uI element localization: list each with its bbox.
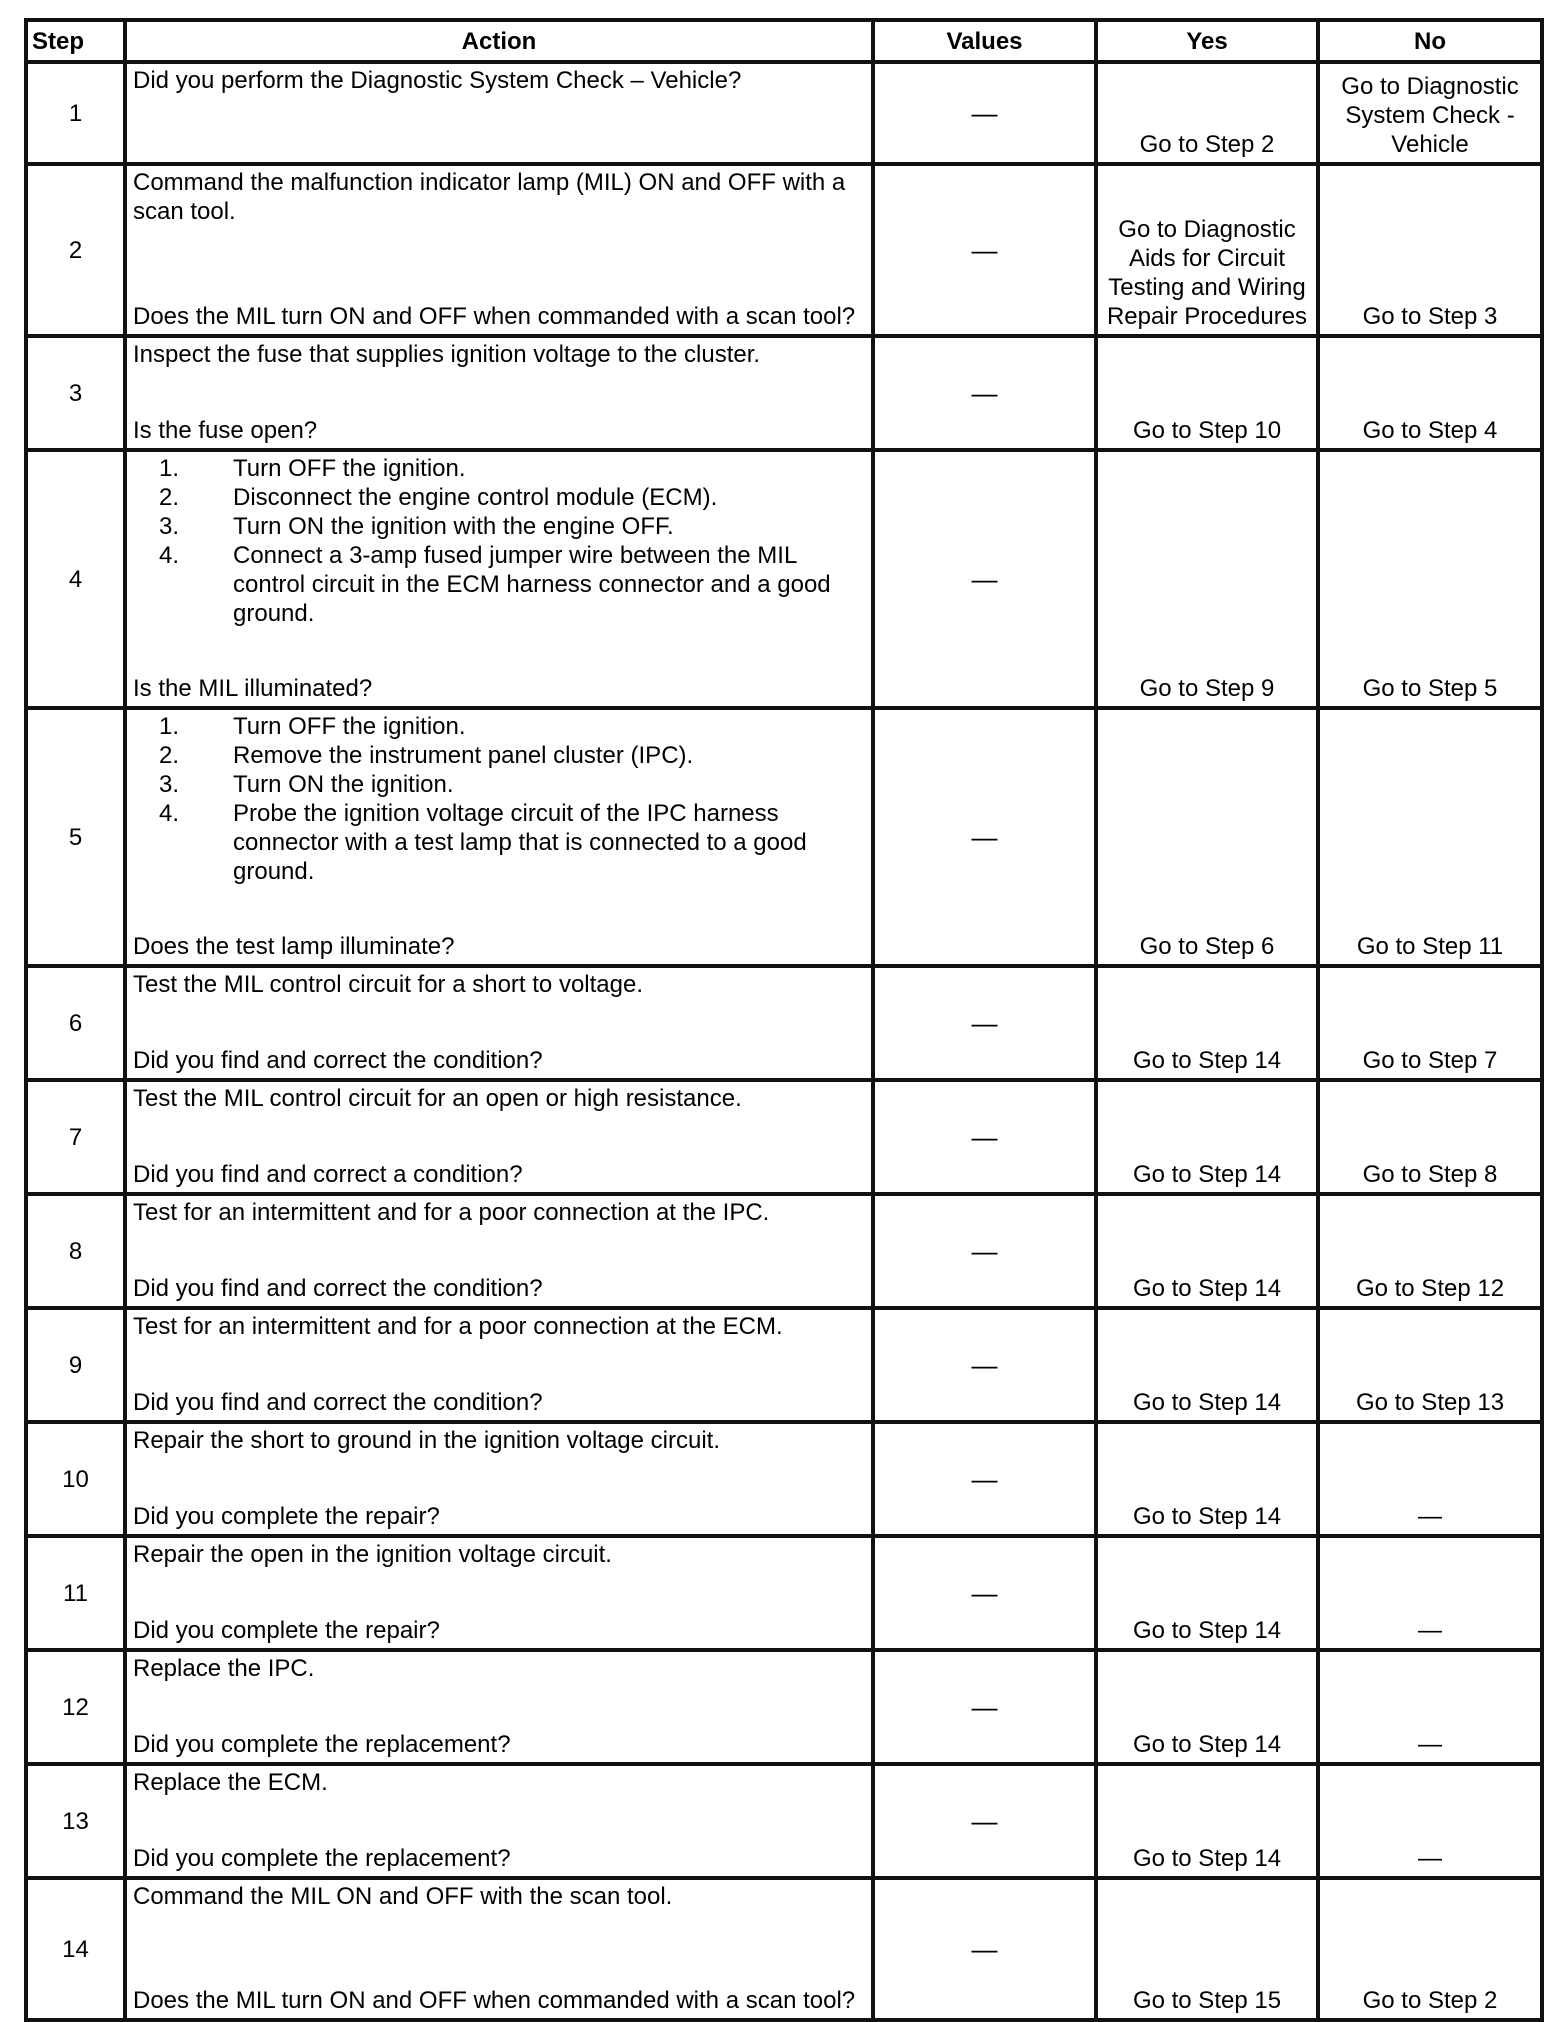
action-top: [133, 1198, 865, 1227]
action-text: Test for an intermittent and for a poor connection at the IPC.: [133, 1199, 770, 1226]
action-text: Replace the ECM.: [133, 1769, 328, 1796]
no-cell: —: [1318, 1764, 1542, 1878]
action-cell: [125, 450, 873, 708]
action-cell: [125, 708, 873, 966]
action-question: Did you complete the repair?: [133, 1503, 440, 1530]
action-text: Replace the IPC.: [133, 1655, 315, 1682]
no-cell: Go to Step 2: [1318, 1878, 1542, 2020]
action-text: Command the MIL ON and OFF with the scan tool.: [133, 1883, 673, 1910]
values-cell: —: [873, 1194, 1096, 1308]
step-number: 12: [26, 1650, 125, 1764]
action-steps-list: [133, 712, 865, 886]
table-row: [26, 1080, 1542, 1194]
yes-cell: Go to Step 14: [1096, 1080, 1318, 1194]
no-cell: Go to Step 13: [1318, 1308, 1542, 1422]
action-content: [133, 1198, 865, 1303]
action-text: Test for an intermittent and for a poor connection at the ECM.: [133, 1313, 783, 1340]
list-item: [159, 770, 865, 799]
action-content: [133, 1312, 865, 1417]
values-cell: —: [873, 450, 1096, 708]
yes-cell: Go to Step 14: [1096, 1422, 1318, 1536]
header-yes: Yes: [1096, 20, 1318, 62]
diagnostic-table-page: [24, 18, 1544, 2022]
action-top: [133, 1084, 865, 1113]
list-item-text: Remove the instrument panel cluster (IPC).: [233, 742, 694, 769]
action-content: [133, 1426, 865, 1531]
no-cell: —: [1318, 1422, 1542, 1536]
no-cell: —: [1318, 1650, 1542, 1764]
list-item: [159, 712, 865, 741]
table-row: [26, 1878, 1542, 2020]
values-cell: —: [873, 1764, 1096, 1878]
values-cell: —: [873, 966, 1096, 1080]
action-question: Is the fuse open?: [133, 417, 318, 444]
yes-cell: Go to Step 15: [1096, 1878, 1318, 2020]
values-cell: —: [873, 708, 1096, 966]
list-item-number: 4.: [159, 800, 180, 827]
step-number: 8: [26, 1194, 125, 1308]
list-item-number: 1.: [159, 713, 180, 740]
action-cell: [125, 1308, 873, 1422]
action-content: [133, 454, 865, 703]
action-cell: [125, 336, 873, 450]
list-item-text: Turn OFF the ignition.: [233, 713, 466, 740]
action-content: [133, 1084, 865, 1189]
action-top: [133, 1312, 865, 1341]
action-cell: [125, 62, 873, 164]
no-cell: Go to Step 12: [1318, 1194, 1542, 1308]
list-item: [159, 741, 865, 770]
list-item-number: 3.: [159, 513, 180, 540]
action-top: [133, 340, 865, 369]
yes-cell: Go to Step 14: [1096, 1764, 1318, 1878]
table-row: [26, 62, 1542, 164]
yes-cell: Go to Step 14: [1096, 966, 1318, 1080]
no-cell: Go to Step 7: [1318, 966, 1542, 1080]
no-cell: —: [1318, 1536, 1542, 1650]
yes-cell: Go to Step 9: [1096, 450, 1318, 708]
action-top: [133, 712, 865, 886]
step-number: 11: [26, 1536, 125, 1650]
list-item-number: 1.: [159, 455, 180, 482]
list-item: [159, 799, 865, 886]
action-question: Did you complete the replacement?: [133, 1845, 511, 1872]
yes-cell: Go to Step 6: [1096, 708, 1318, 966]
action-question: Does the MIL turn ON and OFF when commanded with a scan tool?: [133, 1987, 856, 2014]
step-number: 3: [26, 336, 125, 450]
table-row: [26, 1194, 1542, 1308]
no-cell: Go to Step 11: [1318, 708, 1542, 966]
values-cell: —: [873, 164, 1096, 336]
list-item-number: 3.: [159, 771, 180, 798]
yes-cell: Go to Step 14: [1096, 1308, 1318, 1422]
table-row: [26, 1650, 1542, 1764]
yes-cell: Go to Diagnostic Aids for Circuit Testing and Wiring Repair Procedures: [1096, 164, 1318, 336]
list-item-text: Disconnect the engine control module (ECM).: [233, 484, 718, 511]
action-content: [133, 1882, 865, 2015]
step-number: 7: [26, 1080, 125, 1194]
step-number: 13: [26, 1764, 125, 1878]
step-number: 10: [26, 1422, 125, 1536]
table-row: [26, 450, 1542, 708]
action-cell: [125, 1194, 873, 1308]
action-top: [133, 1540, 865, 1569]
header-no: No: [1318, 20, 1542, 62]
no-cell: Go to Step 3: [1318, 164, 1542, 336]
values-cell: —: [873, 1422, 1096, 1536]
action-question: Did you find and correct the condition?: [133, 1389, 543, 1416]
header-step: Step: [26, 20, 125, 62]
action-cell: [125, 966, 873, 1080]
list-item-text: Turn OFF the ignition.: [233, 455, 466, 482]
list-item-text: Turn ON the ignition with the engine OFF.: [233, 513, 674, 540]
table-row: [26, 708, 1542, 966]
action-question: Is the MIL illuminated?: [133, 675, 373, 702]
action-content: [133, 712, 865, 961]
action-top: [133, 1654, 865, 1683]
action-cell: [125, 1764, 873, 1878]
action-text: Test the MIL control circuit for a short to voltage.: [133, 971, 643, 998]
step-number: 2: [26, 164, 125, 336]
values-cell: —: [873, 1308, 1096, 1422]
table-row: [26, 1422, 1542, 1536]
action-top: [133, 1426, 865, 1455]
action-top: [133, 1768, 865, 1797]
table-row: [26, 1764, 1542, 1878]
action-question: Did you find and correct the condition?: [133, 1275, 543, 1302]
action-cell: [125, 1536, 873, 1650]
header-action: Action: [125, 20, 873, 62]
action-cell: [125, 1650, 873, 1764]
step-number: 4: [26, 450, 125, 708]
action-content: [133, 1540, 865, 1645]
diagnostic-table: [24, 18, 1544, 2022]
no-cell: Go to Diagnostic System Check - Vehicle: [1318, 62, 1542, 164]
action-content: [133, 1768, 865, 1873]
table-row: [26, 1308, 1542, 1422]
yes-cell: Go to Step 14: [1096, 1536, 1318, 1650]
action-text: Repair the short to ground in the ignition voltage circuit.: [133, 1427, 721, 1454]
table-body: [26, 62, 1542, 2020]
action-content: [133, 970, 865, 1075]
list-item: [159, 541, 865, 628]
yes-cell: Go to Step 10: [1096, 336, 1318, 450]
list-item-number: 2.: [159, 742, 180, 769]
header-row: [26, 20, 1542, 62]
action-top: [133, 454, 865, 628]
action-cell: [125, 1422, 873, 1536]
list-item-number: 2.: [159, 484, 180, 511]
step-number: 14: [26, 1878, 125, 2020]
action-text: Inspect the fuse that supplies ignition voltage to the cluster.: [133, 341, 761, 368]
action-text: Repair the open in the ignition voltage circuit.: [133, 1541, 612, 1568]
header-values: Values: [873, 20, 1096, 62]
table-row: [26, 164, 1542, 336]
list-item-text: Connect a 3-amp fused jumper wire between the MIL control circuit in the ECM harness connector and a good ground.: [233, 542, 831, 627]
table-row: [26, 966, 1542, 1080]
action-steps-list: [133, 454, 865, 628]
list-item-number: 4.: [159, 542, 180, 569]
values-cell: —: [873, 1536, 1096, 1650]
action-top: [133, 970, 865, 999]
no-cell: Go to Step 8: [1318, 1080, 1542, 1194]
action-content: [133, 168, 865, 331]
values-cell: —: [873, 1080, 1096, 1194]
action-cell: [125, 1080, 873, 1194]
action-text: Test the MIL control circuit for an open or high resistance.: [133, 1085, 742, 1112]
list-item: [159, 512, 865, 541]
action-top: [133, 1882, 865, 1911]
step-number: 9: [26, 1308, 125, 1422]
step-number: 6: [26, 966, 125, 1080]
values-cell: —: [873, 336, 1096, 450]
action-top: [133, 168, 865, 226]
table-row: [26, 1536, 1542, 1650]
yes-cell: Go to Step 2: [1096, 62, 1318, 164]
action-question: Did you complete the repair?: [133, 1617, 440, 1644]
action-cell: [125, 1878, 873, 2020]
action-question: Did you find and correct a condition?: [133, 1161, 523, 1188]
list-item-text: Turn ON the ignition.: [233, 771, 454, 798]
action-cell: [125, 164, 873, 336]
values-cell: —: [873, 62, 1096, 164]
no-cell: Go to Step 5: [1318, 450, 1542, 708]
action-text: Did you perform the Diagnostic System Check – Vehicle?: [133, 67, 742, 94]
list-item: [159, 483, 865, 512]
action-question: Did you find and correct the condition?: [133, 1047, 543, 1074]
action-question: Did you complete the replacement?: [133, 1731, 511, 1758]
list-item-text: Probe the ignition voltage circuit of the IPC harness connector with a test lamp that is connected to a good ground.: [233, 800, 807, 885]
step-number: 5: [26, 708, 125, 966]
action-top: [133, 66, 865, 95]
action-content: [133, 1654, 865, 1759]
no-cell: Go to Step 4: [1318, 336, 1542, 450]
table-row: [26, 336, 1542, 450]
list-item: [159, 454, 865, 483]
values-cell: —: [873, 1650, 1096, 1764]
action-question: Does the MIL turn ON and OFF when commanded with a scan tool?: [133, 303, 856, 330]
action-question: Does the test lamp illuminate?: [133, 933, 455, 960]
action-content: [133, 66, 865, 159]
yes-cell: Go to Step 14: [1096, 1650, 1318, 1764]
values-cell: —: [873, 1878, 1096, 2020]
action-content: [133, 340, 865, 445]
yes-cell: Go to Step 14: [1096, 1194, 1318, 1308]
action-text: Command the malfunction indicator lamp (MIL) ON and OFF with a scan tool.: [133, 169, 846, 225]
step-number: 1: [26, 62, 125, 164]
